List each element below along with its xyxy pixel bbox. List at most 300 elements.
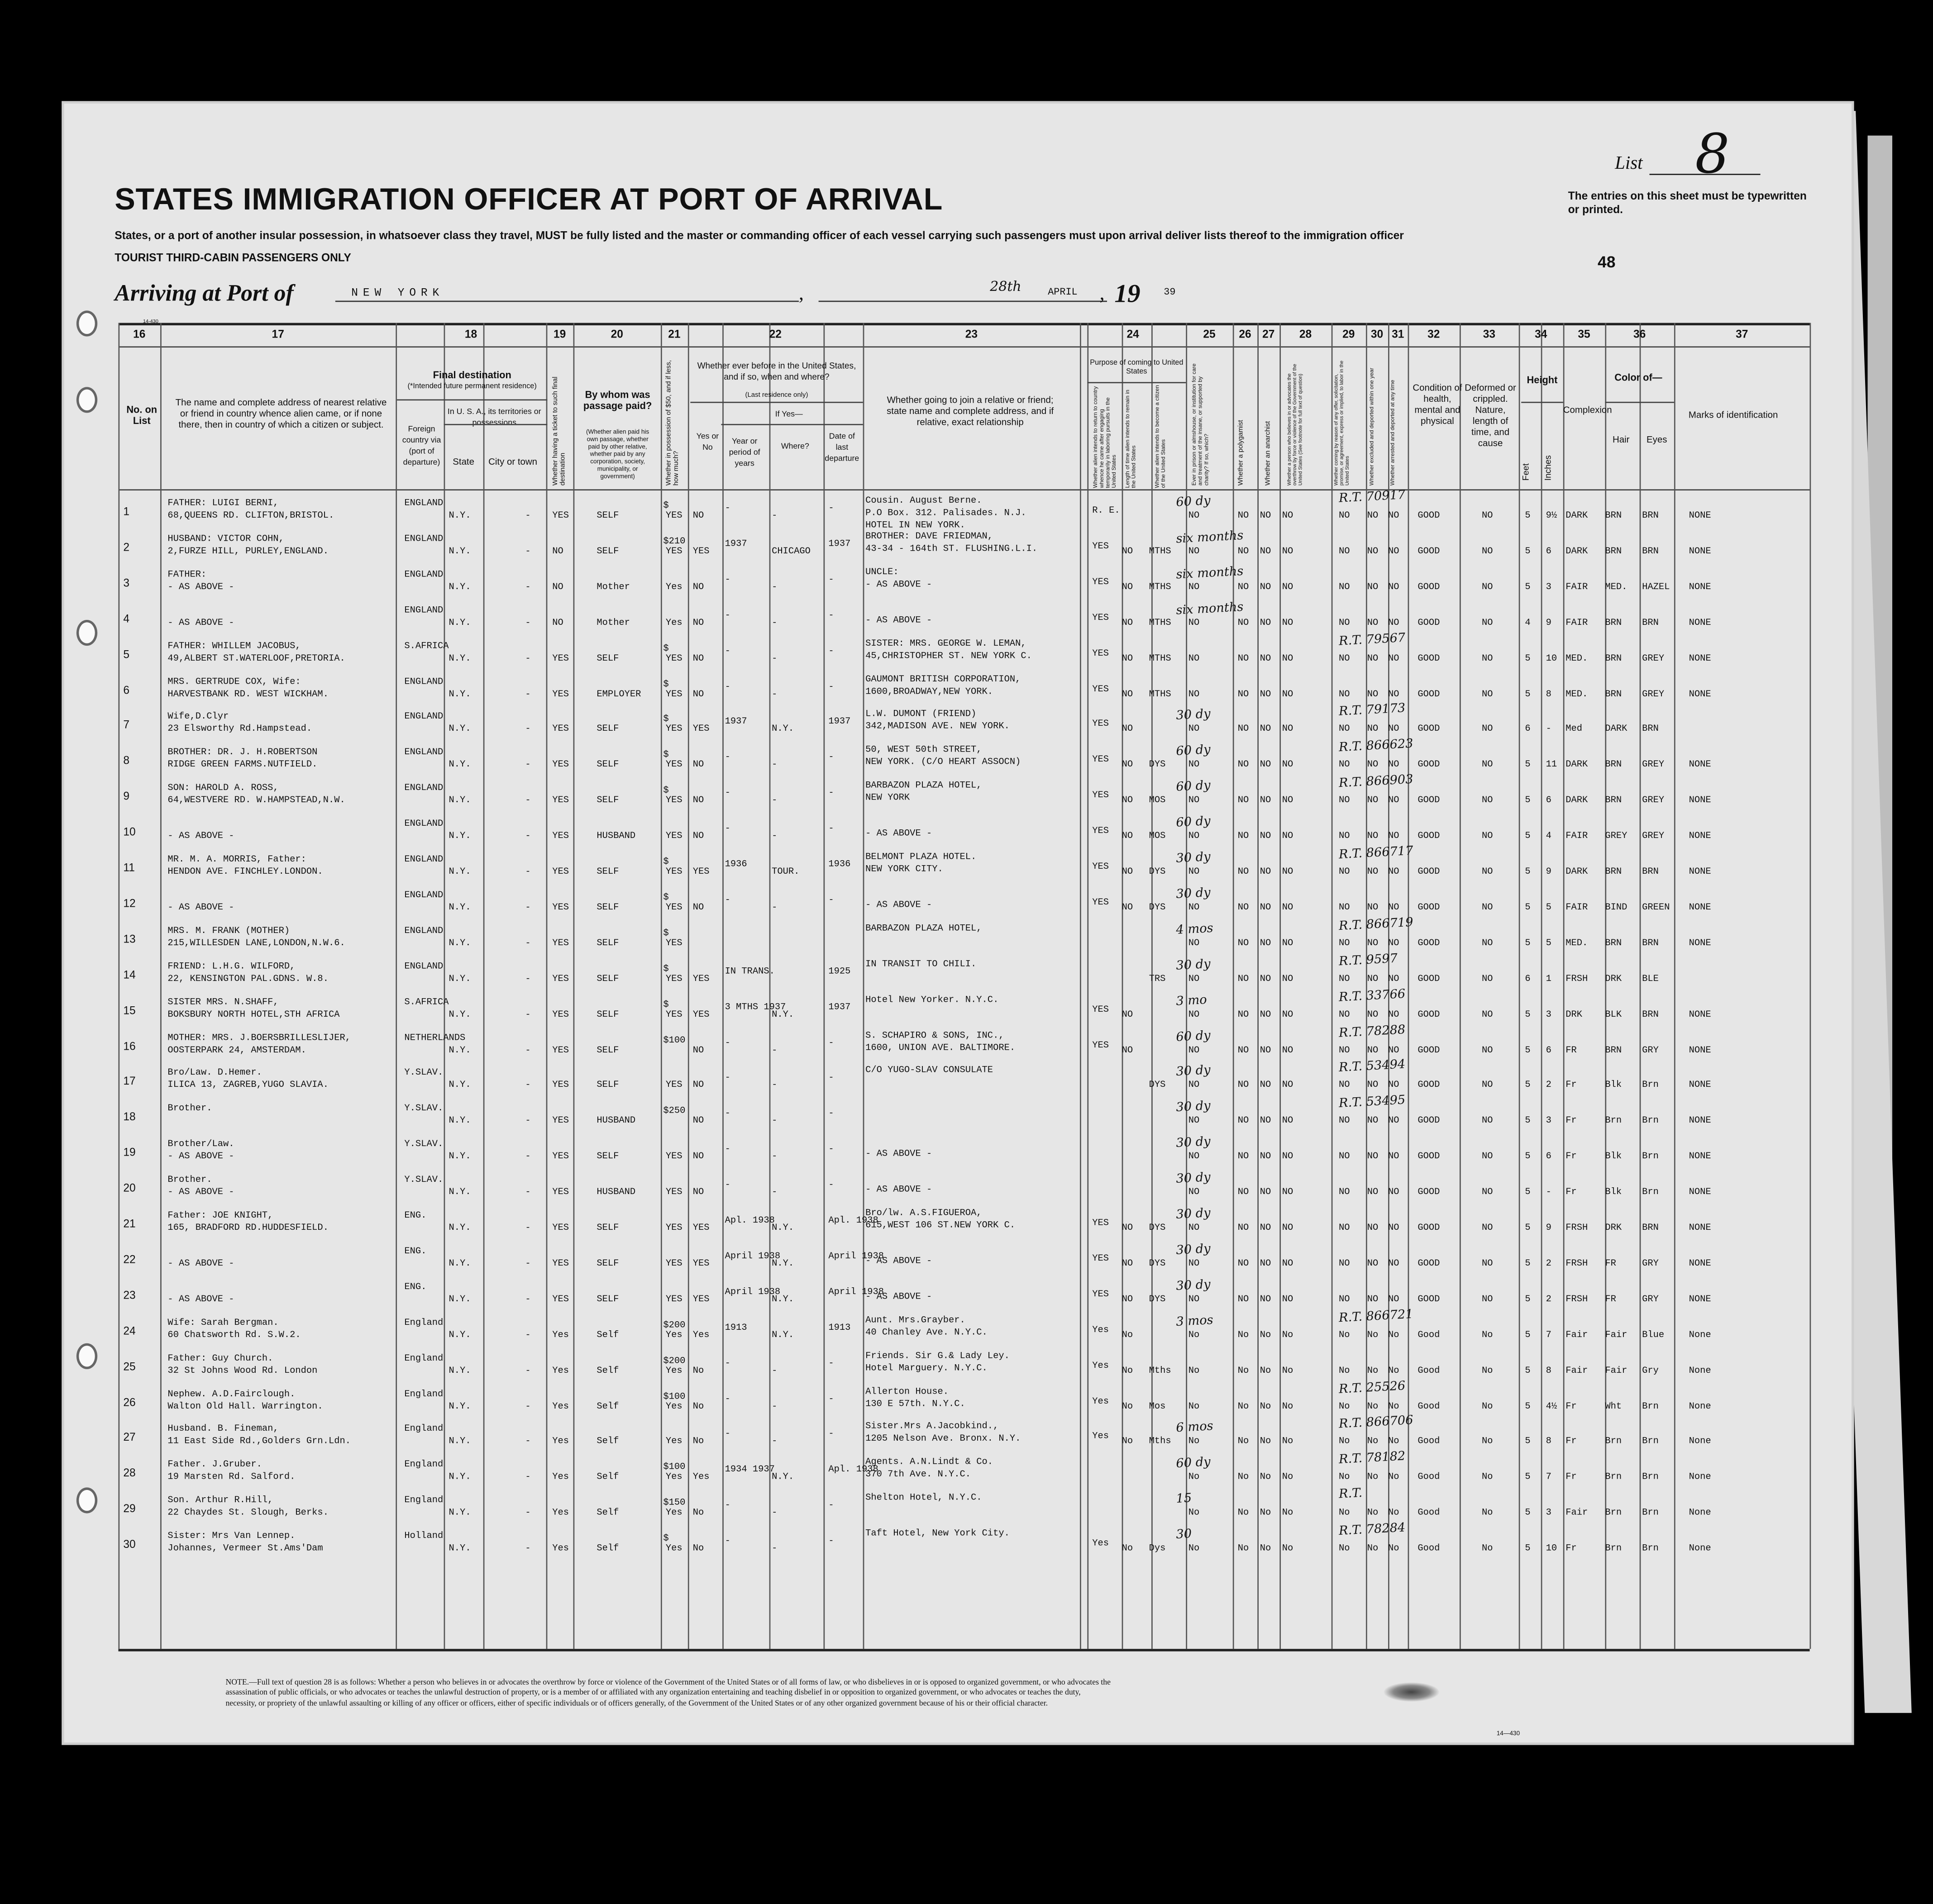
cell-state: N.Y. <box>449 1117 471 1127</box>
cell-rel2: ILICA 13, ZAGREB,YUGO SLAVIA. <box>167 1081 329 1091</box>
cell-c31: NO <box>1388 938 1399 949</box>
cell-state: N.Y. <box>449 511 471 522</box>
cell-country: NETHERLANDS <box>404 1033 466 1043</box>
cell-ticket: YES <box>552 974 569 985</box>
cell-c30: NO <box>1367 1188 1379 1198</box>
cell-join2: 370 7th Ave. N.Y.C. <box>865 1471 971 1480</box>
cell-c30: No <box>1367 1544 1379 1554</box>
cell-c31: No <box>1388 1473 1399 1483</box>
table-row <box>118 1278 1809 1316</box>
column-number: 22 <box>769 328 782 340</box>
column-number: 17 <box>272 328 284 340</box>
handwritten-duration: 60 dy <box>1175 779 1211 795</box>
cell-hair: Brn <box>1605 1509 1622 1518</box>
cell-rel1: MRS. GERTRUDE COX, Wife: <box>167 677 301 687</box>
cell-in: - <box>1546 1188 1551 1198</box>
cell-city: - <box>525 1010 531 1020</box>
cell-marks: None <box>1689 1330 1711 1341</box>
cell-join2: - AS ABOVE - <box>865 580 932 590</box>
cell-c29: No <box>1339 1544 1350 1554</box>
cell-paid: HUSBAND <box>597 1117 636 1127</box>
cell-c28: NO <box>1282 1223 1293 1234</box>
cell-years: - <box>725 1145 730 1155</box>
cell-hair: Blk <box>1605 1188 1622 1198</box>
cell-years: - <box>725 824 730 835</box>
cell-ft: 6 <box>1525 974 1531 985</box>
cell-c26: No <box>1237 1330 1249 1341</box>
column-number: 25 <box>1203 328 1216 340</box>
cell-city: - <box>525 974 531 985</box>
cell-c29: NO <box>1339 867 1350 878</box>
cell-date: - <box>828 1394 834 1404</box>
table-row <box>118 1487 1809 1529</box>
cell-before: No <box>692 1402 704 1412</box>
cell-in: 9½ <box>1546 511 1557 522</box>
cell-state: N.Y. <box>449 1223 471 1234</box>
cell-where: CHICAGO <box>772 547 811 557</box>
port-line <box>335 301 799 302</box>
cell-before: NO <box>692 618 704 628</box>
cell-city: - <box>525 689 531 700</box>
cell-marks: None <box>1689 1402 1711 1412</box>
cell-years: - <box>725 504 730 514</box>
handwritten-duration: 60 dy <box>1175 1028 1211 1044</box>
cell-c28: NO <box>1282 903 1293 913</box>
cell-country: England <box>404 1461 444 1471</box>
cell-c28: NO <box>1282 654 1293 664</box>
cell-c30: No <box>1367 1509 1379 1518</box>
cell-where: N.Y. <box>772 1473 794 1483</box>
cell-money: $150 <box>663 1499 686 1509</box>
binder-hole-icon <box>76 387 97 413</box>
cell-c21: YES <box>665 1152 683 1162</box>
cell-deform: NO <box>1482 761 1493 771</box>
cell-join2: - AS ABOVE - <box>865 900 932 911</box>
cell-rel2: - AS ABOVE - <box>167 582 234 593</box>
cell-health: GOOD <box>1418 938 1440 949</box>
cell-eyes: GRY <box>1642 1259 1659 1270</box>
cell-p3: MTHS <box>1149 689 1171 700</box>
cell-money: $ <box>663 786 669 796</box>
cell-p3: TRS <box>1149 974 1166 985</box>
cell-health: GOOD <box>1418 1045 1440 1056</box>
cell-c25: NO <box>1188 689 1200 700</box>
cell-p3: Mths <box>1149 1437 1171 1447</box>
cell-eyes: BRN <box>1642 511 1659 522</box>
cell-c26: NO <box>1237 938 1249 949</box>
table-row <box>118 1521 1809 1565</box>
cell-p1: YES <box>1092 1041 1109 1051</box>
cell-join1: Bro/lw. A.S.FIGUEROA, <box>865 1209 982 1219</box>
handwritten-duration: 60 dy <box>1175 1456 1211 1472</box>
cell-p1: YES <box>1092 1005 1109 1015</box>
cell-p2: NO <box>1122 1295 1133 1305</box>
cell-city: - <box>525 867 531 878</box>
cell-ticket: YES <box>552 1295 569 1305</box>
cell-c27: No <box>1260 1473 1271 1483</box>
cell-c21: Yes <box>665 1402 683 1412</box>
table-row <box>118 1058 1809 1102</box>
cell-health: GOOD <box>1418 582 1440 593</box>
cell-country: Holland <box>404 1532 444 1542</box>
handwritten-duration: 4 mos <box>1175 922 1214 938</box>
cell-country: Y.SLAV. <box>404 1140 444 1150</box>
cell-marks: NONE <box>1689 903 1711 913</box>
cell-date: - <box>828 789 834 799</box>
cell-city: - <box>525 1045 531 1056</box>
cell-where: - <box>772 1366 778 1376</box>
cell-in: 3 <box>1546 1509 1551 1518</box>
cell-c21: Yes <box>665 1366 683 1376</box>
cell-in: 3 <box>1546 1010 1551 1020</box>
cell-c30: NO <box>1367 1259 1379 1270</box>
cell-p1: YES <box>1092 791 1109 801</box>
cell-years: April 1938 <box>725 1252 781 1262</box>
handwritten-rt-number: R.T. 866719 <box>1338 916 1414 933</box>
cell-state: N.Y. <box>449 761 471 771</box>
cell-hair: MED. <box>1605 582 1628 593</box>
cell-state: N.Y. <box>449 1544 471 1554</box>
cell-c28: No <box>1282 1330 1293 1341</box>
cell-in: 3 <box>1546 582 1551 593</box>
cell-c21: YES <box>665 511 683 522</box>
cell-country: ENGLAND <box>404 677 444 687</box>
cell-cx: DARK <box>1565 796 1588 806</box>
cell-country: ENG. <box>404 1282 427 1293</box>
cell-state: N.Y. <box>449 796 471 806</box>
cell-c25: No <box>1188 1437 1200 1447</box>
cell-join1: C/O YUGO-SLAV CONSULATE <box>865 1066 993 1076</box>
cell-eyes: Brn <box>1642 1509 1659 1518</box>
cell-c31: No <box>1388 1330 1399 1341</box>
cell-health: Good <box>1418 1509 1440 1518</box>
cell-hair: BRN <box>1605 867 1622 878</box>
cell-deform: NO <box>1482 1152 1493 1162</box>
cell-rel1: Husband. B. Fineman, <box>167 1425 279 1435</box>
cell-ticket: YES <box>552 1259 569 1270</box>
cell-ft: 5 <box>1525 1402 1531 1412</box>
cell-hair: BRN <box>1605 1045 1622 1056</box>
header-bottom-rule <box>118 489 1809 490</box>
cell-city: - <box>525 1544 531 1554</box>
cell-p2: NO <box>1122 547 1133 557</box>
cell-deform: NO <box>1482 1259 1493 1270</box>
cell-join2: - AS ABOVE - <box>865 615 932 626</box>
cell-ft: 5 <box>1525 1188 1531 1198</box>
cell-c31: NO <box>1388 1152 1399 1162</box>
cell-health: Good <box>1418 1402 1440 1412</box>
cell-money: $200 <box>663 1356 686 1366</box>
header-c19: Whether having a ticket to such final destination <box>552 376 567 486</box>
cell-years: 3 MTHS 1937 <box>725 1002 786 1013</box>
binder-hole-icon <box>76 620 97 646</box>
handwritten-duration: 30 dy <box>1175 1135 1211 1151</box>
cell-c26: NO <box>1237 511 1249 522</box>
cell-eyes: Brn <box>1642 1081 1659 1091</box>
cell-country: ENGLAND <box>404 890 444 901</box>
cell-join2: 1600,BROADWAY,NEW YORK. <box>865 687 993 697</box>
cell-country: ENGLAND <box>404 570 444 581</box>
cell-in: 8 <box>1546 1437 1551 1447</box>
handwritten-rt-number: R.T. 53495 <box>1338 1094 1406 1111</box>
cell-ticket: Yes <box>552 1544 569 1554</box>
cell-p3: MOS <box>1149 832 1166 842</box>
cell-c29: No <box>1339 1366 1350 1376</box>
cell-p2: NO <box>1122 903 1133 913</box>
cell-state: N.Y. <box>449 1081 471 1091</box>
cell-c25: NO <box>1188 582 1200 593</box>
header-c18-state: State <box>453 456 474 467</box>
cell-c28: NO <box>1282 761 1293 771</box>
cell-c21: YES <box>665 832 683 842</box>
cell-years: - <box>725 1394 730 1404</box>
cell-state: N.Y. <box>449 903 471 913</box>
cell-deform: NO <box>1482 654 1493 664</box>
cell-c27: NO <box>1260 867 1271 878</box>
cell-p2: NO <box>1122 761 1133 771</box>
cell-state: N.Y. <box>449 1045 471 1056</box>
cell-city: - <box>525 1223 531 1234</box>
cell-country: ENGLAND <box>404 606 444 616</box>
arrival-year: 39 <box>1164 287 1176 299</box>
cell-health: GOOD <box>1418 1081 1440 1091</box>
cell-date: Apl. 1938 <box>828 1466 878 1476</box>
cell-no: 30 <box>123 1538 136 1551</box>
cell-in: 2 <box>1546 1295 1551 1305</box>
cell-cx: Fr <box>1565 1544 1577 1554</box>
cell-eyes: GREY <box>1642 832 1665 842</box>
cell-ticket: YES <box>552 1010 569 1020</box>
handwritten-duration: 30 <box>1175 1528 1192 1542</box>
cell-join1: Taft Hotel, New York City. <box>865 1529 1010 1540</box>
cell-c27: No <box>1260 1402 1271 1412</box>
cell-date: - <box>828 1145 834 1155</box>
cell-health: GOOD <box>1418 511 1440 522</box>
cell-state: N.Y. <box>449 867 471 878</box>
cell-c25: NO <box>1188 796 1200 806</box>
cell-in: 4½ <box>1546 1402 1557 1412</box>
cell-before: NO <box>692 796 704 806</box>
header-c20-title: By whom was passage paid? <box>583 389 652 412</box>
cell-p3: DYS <box>1149 1223 1166 1234</box>
cell-p2: NO <box>1122 832 1133 842</box>
handwritten-duration: 15 <box>1175 1492 1192 1507</box>
cell-health: GOOD <box>1418 1188 1440 1198</box>
cell-money: $100 <box>663 1463 686 1473</box>
cell-state: N.Y. <box>449 1010 471 1020</box>
cell-cx: MED. <box>1565 654 1588 664</box>
cell-rel2: 68,QUEENS RD. CLIFTON,BRISTOL. <box>167 511 334 522</box>
cell-in: 9 <box>1546 1223 1551 1234</box>
cell-country: England <box>404 1496 444 1506</box>
cell-c26: No <box>1237 1544 1249 1554</box>
cell-p3: MTHS <box>1149 582 1171 593</box>
cell-c26: NO <box>1237 547 1249 557</box>
cell-c26: NO <box>1237 1259 1249 1270</box>
cell-c30: NO <box>1367 725 1379 735</box>
table-row <box>118 702 1809 746</box>
table-top-rule <box>118 323 1809 325</box>
cell-no: 25 <box>123 1360 136 1372</box>
cell-marks: NONE <box>1689 1188 1711 1198</box>
cell-before: No <box>692 1437 704 1447</box>
cell-health: GOOD <box>1418 1152 1440 1162</box>
cell-c26: NO <box>1237 1117 1249 1127</box>
cell-country: ENGLAND <box>404 499 444 509</box>
cell-join1: UNCLE: <box>865 568 899 578</box>
cell-no: 2 <box>123 541 130 553</box>
cell-p1: YES <box>1092 827 1109 837</box>
cell-paid: Self <box>597 1402 619 1412</box>
table-row <box>118 1207 1809 1245</box>
handwritten-duration: 30 dy <box>1175 1171 1211 1187</box>
page-title: STATES IMMIGRATION OFFICER AT PORT OF ARRIVAL <box>115 182 943 217</box>
cell-paid: SELF <box>597 974 619 985</box>
cell-c21: YES <box>665 689 683 700</box>
cell-date: - <box>828 1074 834 1084</box>
column-number: 21 <box>668 328 681 340</box>
cell-cx: Fr <box>1565 1152 1577 1162</box>
cell-in: 9 <box>1546 618 1551 628</box>
cell-health: GOOD <box>1418 974 1440 985</box>
subheader-rule <box>397 399 547 400</box>
cell-p3: MTHS <box>1149 654 1171 664</box>
cell-date: - <box>828 646 834 657</box>
cell-paid: SELF <box>597 1152 619 1162</box>
cell-join2: 130 E 57th. N.Y.C. <box>865 1399 965 1409</box>
cell-no: 21 <box>123 1217 136 1230</box>
cell-marks: NONE <box>1689 689 1711 700</box>
cell-money: $250 <box>663 1107 686 1117</box>
cell-eyes: BRN <box>1642 618 1659 628</box>
cell-ticket: YES <box>552 654 569 664</box>
handwritten-rt-number: R.T. 53494 <box>1338 1058 1406 1076</box>
cell-no: 23 <box>123 1289 136 1301</box>
cell-p1: YES <box>1092 577 1109 588</box>
cell-no: 19 <box>123 1146 136 1159</box>
cell-city: - <box>525 1402 531 1412</box>
cell-c30: NO <box>1367 1081 1379 1091</box>
comma: , <box>1099 283 1105 305</box>
table-row <box>118 886 1809 924</box>
header-c22-sub: (Last residence only) <box>745 392 808 400</box>
cell-cx: Fr <box>1565 1117 1577 1127</box>
cell-in: 2 <box>1546 1259 1551 1270</box>
cell-c29: NO <box>1339 938 1350 949</box>
cell-where: - <box>772 689 778 700</box>
cell-c31: NO <box>1388 903 1399 913</box>
cell-c28: NO <box>1282 725 1293 735</box>
cell-p1: R. E. <box>1092 506 1120 517</box>
cell-ticket: YES <box>552 903 569 913</box>
cell-no: 28 <box>123 1466 136 1480</box>
cell-c21: Yes <box>665 618 683 628</box>
header-c34-feet: Feet <box>1522 463 1531 481</box>
cell-cx: Fair <box>1565 1366 1588 1376</box>
cell-c27: NO <box>1260 1223 1271 1234</box>
cell-rel1: MR. M. A. MORRIS, Father: <box>167 855 306 865</box>
cell-hair: BRN <box>1605 796 1622 806</box>
cell-eyes: Brn <box>1642 1437 1659 1447</box>
handwritten-rt-number: R.T. 78182 <box>1338 1450 1406 1468</box>
cell-c30: NO <box>1367 1045 1379 1056</box>
cell-hair: DRK <box>1605 974 1622 985</box>
cell-marks: NONE <box>1689 1081 1711 1091</box>
cell-country: ENGLAND <box>404 713 444 723</box>
cell-c25: NO <box>1188 1223 1200 1234</box>
cell-join1: BARBAZON PLAZA HOTEL, <box>865 781 982 792</box>
cell-c31: NO <box>1388 796 1399 806</box>
cell-money: $ <box>663 501 669 512</box>
cell-paid: SELF <box>597 1295 619 1305</box>
cell-c31: NO <box>1388 1259 1399 1270</box>
cell-before: No <box>692 1544 704 1554</box>
cell-where: - <box>772 654 778 664</box>
cell-c25: NO <box>1188 547 1200 557</box>
cell-ticket: YES <box>552 1188 569 1198</box>
header-c23: Whether going to join a relative or friend; state name and complete address, and if relative, exact relationship <box>887 394 1054 428</box>
cell-ticket: Yes <box>552 1402 569 1412</box>
handwritten-duration: 30 dy <box>1175 957 1211 973</box>
cell-c27: No <box>1260 1437 1271 1447</box>
cell-eyes: Brn <box>1642 1473 1659 1483</box>
cell-rel2: 49,ALBERT ST.WATERLOOF,PRETORIA. <box>167 654 345 664</box>
cell-ft: 5 <box>1525 1544 1531 1554</box>
cell-c28: NO <box>1282 938 1293 949</box>
cell-eyes: BRN <box>1642 725 1659 735</box>
cell-c28: NO <box>1282 511 1293 522</box>
cell-no: 4 <box>123 612 130 625</box>
cell-marks: NONE <box>1689 761 1711 771</box>
table-row <box>118 631 1809 675</box>
cell-p1: YES <box>1092 613 1109 624</box>
cell-paid: HUSBAND <box>597 832 636 842</box>
cell-ticket: YES <box>552 1045 569 1056</box>
cell-money: $100 <box>663 1036 686 1046</box>
cell-c26: No <box>1237 1366 1249 1376</box>
cell-hair: BRN <box>1605 547 1622 557</box>
cell-deform: NO <box>1482 1295 1493 1305</box>
table-row <box>118 676 1809 710</box>
cell-cx: FRSH <box>1565 1223 1588 1234</box>
cell-rel1: SON: HAROLD A. ROSS, <box>167 784 279 794</box>
cell-c31: NO <box>1388 582 1399 593</box>
cell-rel2: Walton Old Hall. Warrington. <box>167 1402 323 1412</box>
cell-date: 1925 <box>828 967 851 977</box>
cell-c30: NO <box>1367 1152 1379 1162</box>
cell-ft: 5 <box>1525 547 1531 557</box>
column-number: 28 <box>1299 328 1312 340</box>
header-c29: Whether coming by reason of any offer, solicitation, promise, or agreement, express or implied, to labor in the United States <box>1332 360 1350 486</box>
cell-c21: Yes <box>665 1437 683 1447</box>
cell-paid: SELF <box>597 761 619 771</box>
cell-p1: Yes <box>1092 1361 1109 1371</box>
handwritten-duration: 30 dy <box>1175 708 1211 724</box>
header-c32: Condition of health, mental and physical <box>1413 382 1462 427</box>
header-c18-us: In U. S. A., its territories or possessions <box>447 408 541 428</box>
cell-hair: Blk <box>1605 1152 1622 1162</box>
cell-c30: No <box>1367 1330 1379 1341</box>
cell-before: NO <box>692 761 704 771</box>
cell-where: N.Y. <box>772 1295 794 1305</box>
cell-years: 1936 <box>725 860 747 870</box>
cell-before: NO <box>692 1188 704 1198</box>
handwritten-rt-number: R.T. 33766 <box>1338 987 1406 1004</box>
cell-p2: NO <box>1122 867 1133 878</box>
cell-no: 17 <box>123 1075 136 1088</box>
cell-p1: Yes <box>1092 1397 1109 1407</box>
cell-cx: FRSH <box>1565 974 1588 985</box>
